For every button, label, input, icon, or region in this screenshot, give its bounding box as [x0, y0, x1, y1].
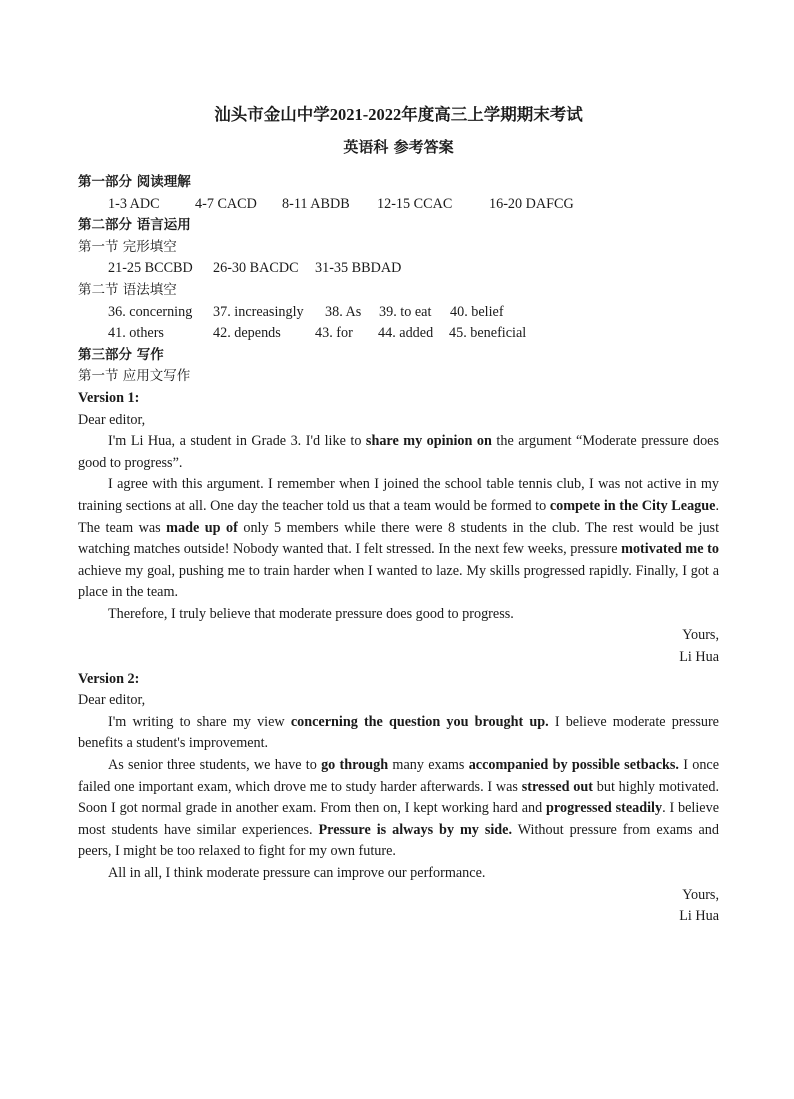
- text-run: many exams: [388, 757, 469, 774]
- text-run: achieve my goal, pushing me to train harder when I wanted to laze. My skills progressed rapidly. Finally, I got a place in the team.: [78, 562, 719, 601]
- text-run: but highly motivated. Soon I got normal grade in another exam. From then on, I kept working hard and: [78, 778, 719, 817]
- answer-item: 12-15 CCAC: [377, 195, 453, 212]
- version1-greeting: Dear editor,: [78, 411, 146, 428]
- answer-item: 38. As: [325, 303, 362, 320]
- answer-item: 36. concerning: [108, 303, 193, 320]
- page-subtitle: 英语科 参考答案: [343, 138, 454, 156]
- text-run: As senior three students, we have to: [108, 757, 322, 774]
- answer-item: 8-11 ABDB: [282, 195, 350, 212]
- answer-sheet: [78, 100, 719, 928]
- key-phrase: stressed out: [521, 778, 594, 795]
- version1-paragraph-3: Therefore, I truly believe that moderate pressure does good to progress.: [108, 605, 514, 622]
- cloze-heading: 第一节 完形填空: [78, 238, 177, 255]
- key-phrase: progressed steadily: [546, 800, 663, 817]
- text-run: I agree with this argument. I remember when I joined the school table tennis club, I was not active in my training sections at all. One day the teacher told us that a team would be formed to: [78, 476, 719, 514]
- key-phrase: share my opinion on: [365, 433, 492, 450]
- version2-signature: Li Hua: [679, 908, 719, 925]
- writing-section-heading: 第一节 应用文写作: [78, 368, 191, 385]
- grammar-heading: 第二节 语法填空: [78, 281, 177, 298]
- answer-item: 39. to eat: [379, 303, 432, 320]
- grammar-answers-row2: [78, 323, 719, 345]
- key-phrase: go through: [321, 757, 389, 774]
- text-run: . I believe most students have similar experiences.: [78, 800, 719, 838]
- version1-paragraph-2: [78, 474, 719, 604]
- key-phrase: concerning the question you brought up.: [290, 713, 549, 730]
- text-run: I once failed one important exam, which drove me to study harder afterwards. I was: [78, 757, 720, 795]
- answer-item: 26-30 BACDC: [213, 260, 299, 277]
- answer-item: 42. depends: [213, 325, 281, 342]
- text-run: I'm Li Hua, a student in Grade 3. I'd like to: [108, 433, 366, 450]
- answer-item: 31-35 BBDAD: [315, 260, 402, 277]
- text-run: . The team was: [78, 497, 719, 536]
- key-phrase: Pressure is always by my side.: [318, 821, 513, 838]
- answer-item: 43. for: [315, 325, 353, 342]
- version1-signature: Li Hua: [679, 649, 719, 666]
- part3-heading: 第三部分 写作: [78, 346, 164, 363]
- version1-paragraph-1: [78, 431, 719, 474]
- answer-item: 44. added: [378, 325, 434, 342]
- answer-item: 45. beneficial: [449, 325, 527, 342]
- text-run: only 5 members while there were 8 students in the club. The rest would be just watching matches outside! Nobody wanted that. I felt stressed. In the next few weeks, pressure: [78, 519, 720, 558]
- part1-heading: 第一部分 阅读理解: [78, 174, 191, 190]
- answer-item: 40. belief: [450, 303, 504, 320]
- key-phrase: made up of: [166, 519, 238, 536]
- answer-item: 4-7 CACD: [195, 195, 257, 212]
- version2-label: Version 2:: [78, 670, 140, 687]
- key-phrase: compete in the City League: [549, 497, 716, 514]
- page-title: 汕头市金山中学2021-2022年度高三上学期期末考试: [214, 105, 583, 124]
- answer-item: 21-25 BCCBD: [108, 260, 193, 277]
- version2-paragraph-1: [78, 712, 719, 755]
- text-run: Without pressure from exams and peers, I might be too relaxed to fight for my own future.: [78, 821, 719, 860]
- version2-paragraph-3: All in all, I think moderate pressure can improve our performance.: [108, 865, 486, 881]
- text-run: I'm writing to share my view: [108, 713, 291, 730]
- grammar-answers-row1: [78, 302, 719, 324]
- version2-greeting: Dear editor,: [78, 692, 146, 709]
- cloze-answers: [78, 258, 719, 280]
- version1-label: Version 1:: [78, 389, 140, 406]
- version2-paragraph-2: [78, 755, 719, 863]
- version2-closing: Yours,: [682, 886, 719, 903]
- key-phrase: motivated me to: [621, 541, 719, 558]
- part2-heading: 第二部分 语言运用: [78, 217, 191, 234]
- answer-item: 41. others: [108, 325, 164, 342]
- answer-item: 16-20 DAFCG: [489, 195, 574, 212]
- version1-closing: Yours,: [682, 627, 719, 644]
- reading-answers: [78, 194, 719, 216]
- answer-item: 37. increasingly: [213, 303, 304, 320]
- text-run: the argument “Moderate pressure does good to progress”.: [78, 433, 719, 471]
- key-phrase: accompanied by possible setbacks.: [468, 757, 679, 774]
- answer-item: 1-3 ADC: [108, 195, 160, 212]
- text-run: I believe moderate pressure benefits a student's improvement.: [78, 713, 719, 752]
